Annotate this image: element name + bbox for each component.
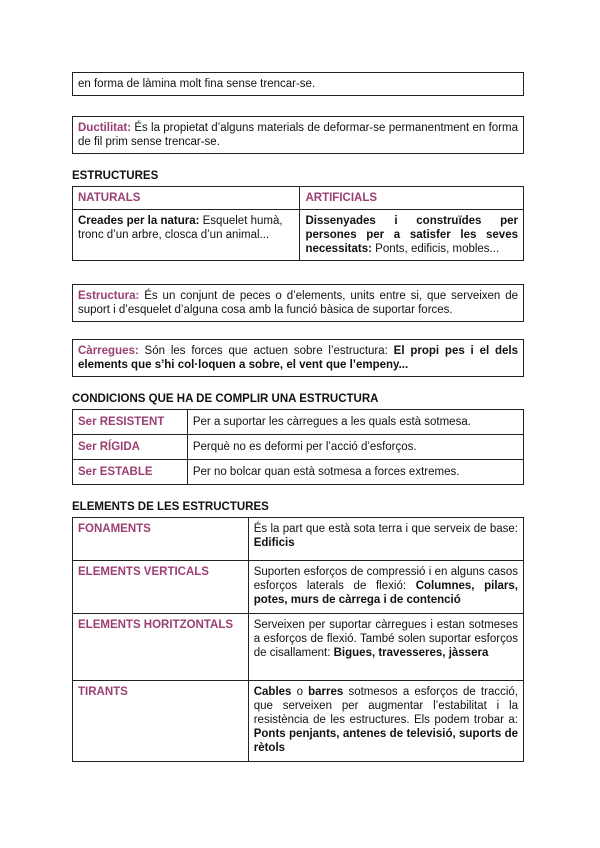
fonaments-desc: [248, 518, 523, 561]
tirants-bold-barres: barres: [308, 686, 344, 698]
naturals-rest: Esquelet humà, tronc d’un arbre, closca d’un animal...: [78, 215, 283, 241]
estructura-text: És un conjunt de peces o d’elements, units entre si, que serveixen de suport i d’esquelet d’alguna cosa amb la funció bàsica de suportar forces.: [78, 290, 518, 316]
condition-label: Ser ESTABLE: [73, 460, 188, 485]
carregues-definition-box: [72, 339, 524, 377]
ductilitat-text: És la propietat d’alguns materials de deformar-se permanentment en forma de fil prim sense trencar-se.: [78, 122, 518, 148]
condicions-heading: CONDICIONS QUE HA DE COMPLIR UNA ESTRUCTURA: [72, 393, 379, 405]
table-row: [73, 614, 524, 681]
tirants-label: TIRANTS: [73, 681, 249, 762]
horitzontals-bold: Bigues, travesseres, jàssera: [333, 647, 489, 659]
carregues-text: Són les forces que actuen sobre l’estructura:: [138, 345, 394, 357]
elements-heading: ELEMENTS DE LES ESTRUCTURES: [72, 501, 269, 513]
table-row: [73, 561, 524, 614]
tirants-bold-cables: Cables: [253, 686, 292, 698]
table-row: [73, 435, 524, 460]
artificials-bold: Dissenyades i construïdes per persones per a satisfer les seves necessitats:: [305, 215, 518, 255]
condicions-table: [72, 409, 524, 485]
ductilitat-definition-box: [72, 116, 524, 154]
carregues-term: Càrregues:: [78, 345, 139, 357]
horitzontals-label: ELEMENTS HORITZONTALS: [73, 614, 249, 681]
table-row: [73, 681, 524, 762]
verticals-text: Suporten esforços de compressió i en alguns casos esforços laterals de flexió:: [253, 566, 518, 592]
fonaments-label: FONAMENTS: [73, 518, 249, 561]
condition-label: Ser RESISTENT: [73, 410, 188, 435]
fonaments-text: És la part que està sota terra i que serveix de base:: [253, 523, 518, 535]
artificials-header: ARTIFICIALS: [300, 187, 524, 210]
condition-desc: Perquè no es deformi per l’acció d’esforços.: [187, 435, 523, 460]
table-row: [73, 460, 524, 485]
elements-table: [72, 517, 524, 762]
artificials-rest: Ponts, edificis, mobles...: [371, 243, 500, 255]
verticals-desc: [248, 561, 523, 614]
artificials-cell: [300, 210, 524, 261]
table-row: [73, 518, 524, 561]
tirants-bold-examples: Ponts penjants, antenes de televisió, suports de rètols: [253, 728, 518, 754]
carregues-bold: El propi pes i el dels elements que s’hi col·loquen a sobre, el vent que l’empeny...: [78, 345, 518, 371]
estructura-definition-box: [72, 284, 524, 322]
estructures-heading: ESTRUCTURES: [72, 170, 159, 182]
tirants-mid: o: [291, 686, 309, 698]
fonaments-bold: Edificis: [253, 537, 295, 549]
table-row: [73, 410, 524, 435]
naturals-bold: Creades per la natura:: [78, 215, 200, 227]
verticals-bold: Columnes, pilars, potes, murs de càrrega i de contenció: [253, 580, 518, 606]
tirants-text: sotmesos a esforços de tracció, que serveixen per augmentar l’estabilitat i la resistència de les estructures. Els podem trobar a:: [253, 686, 518, 726]
naturals-cell: [73, 210, 300, 261]
condition-label: Ser RÍGIDA: [73, 435, 188, 460]
horitzontals-text: Serveixen per suportar càrregues i estan sotmeses a esforços de flexió. També solen suportar esforços de cisallament:: [253, 619, 518, 659]
estructura-term: Estructura:: [78, 290, 140, 302]
ductilitat-term: Ductilitat:: [78, 122, 132, 134]
lamina-text: en forma de làmina molt fina sense trencar-se.: [78, 78, 316, 90]
condition-desc: Per no bolcar quan està sotmesa a forces extremes.: [187, 460, 523, 485]
estructures-table: [72, 186, 524, 261]
condition-desc: Per a suportar les càrregues a les quals està sotmesa.: [187, 410, 523, 435]
lamina-definition-box: [72, 72, 524, 96]
horitzontals-desc: [248, 614, 523, 681]
verticals-label: ELEMENTS VERTICALS: [73, 561, 249, 614]
naturals-header: NATURALS: [73, 187, 300, 210]
tirants-desc: [248, 681, 523, 762]
